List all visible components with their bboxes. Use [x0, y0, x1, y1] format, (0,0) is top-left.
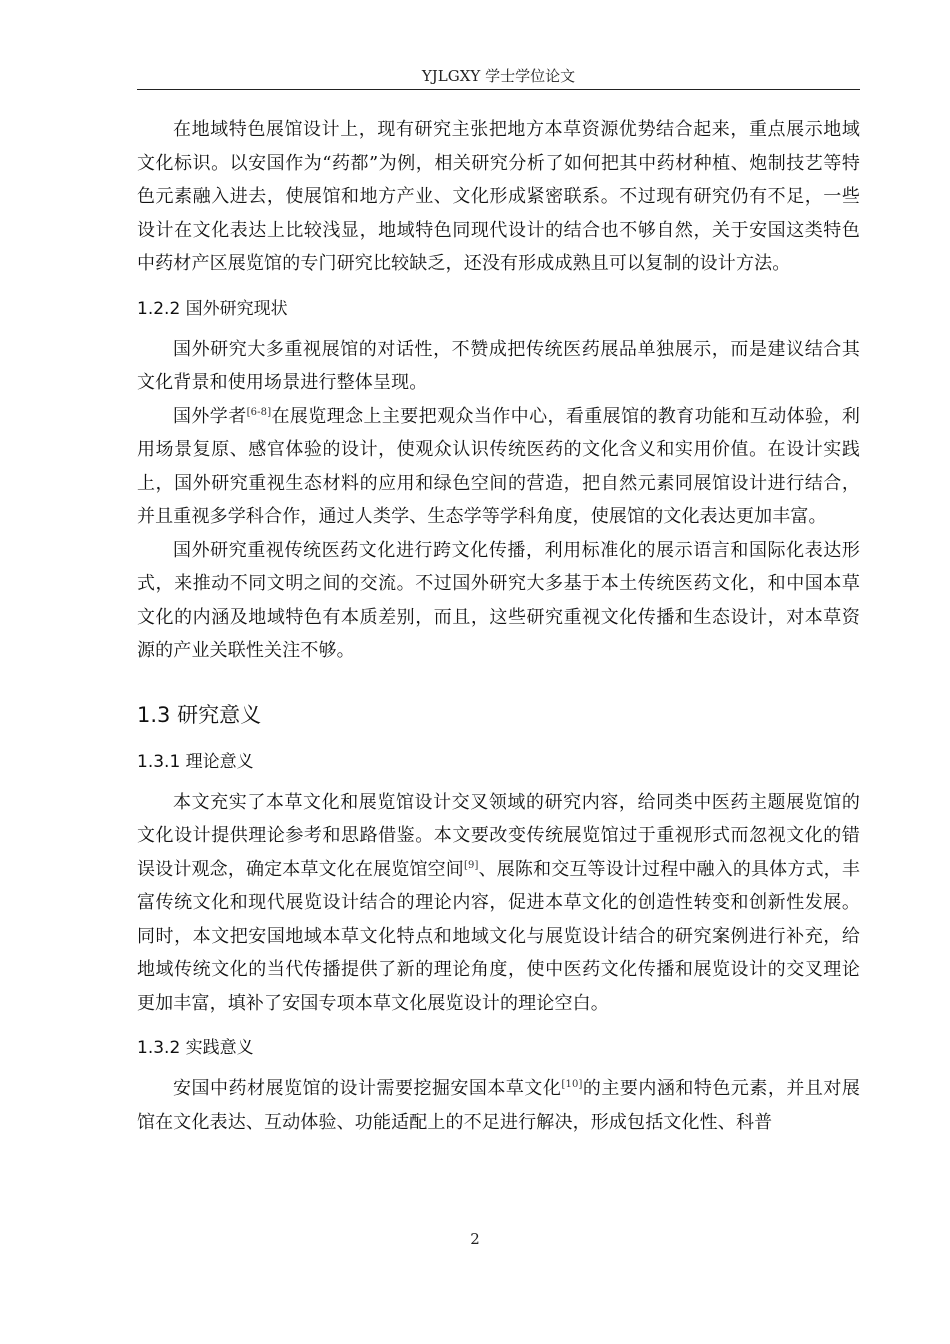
page-number: 2	[470, 1230, 480, 1248]
paragraph-text: 在展览理念上主要把观众当作中心，看重展馆的教育功能和互动体验，利用场景复原、感官体验的设计，使观众认识传统医药的文化含义和实用价值。在设计实践上，国外研究重视生态材料的应用和绿色空间的营造，把自然元素同展馆设计进行结合，并且重视多学科合作，通过人类学、生态学等学科角度，使展馆的文化表达更加丰富。	[137, 405, 860, 527]
citation-10: [10]	[561, 1079, 583, 1090]
paragraph-text: 的主要内涵和特色元素，并且对展馆在文化表达、互动体验、功能适配上的不足进行解决，形成包括文化性、科普	[137, 1078, 860, 1133]
heading-1-2-2: 1.2.2 国外研究现状	[137, 298, 288, 319]
paragraph-cross-cultural: 国外研究重视传统医药文化进行跨文化传播，利用标准化的展示语言和国际化表达形式，来推动不同文明之间的交流。不过国外研究大多基于本土传统医药文化，和中国本草文化的内涵及地域特色有本质差别，而且，这些研究重视文化传播和生态设计，对本草资源的产业关联性关注不够。	[137, 539, 860, 661]
paragraph-practical-significance	[137, 1072, 860, 1139]
paragraph-text: 本文充实了本草文化和展览馆设计交叉领域的研究内容，给同类中医药主题展览馆的文化设计提供理论参考和思路借鉴。本文要改变传统展览馆过于重视形式而忽视文化的错误设计观念，确定本草文化在展览馆空间	[137, 791, 860, 880]
heading-1-3-2: 1.3.2 实践意义	[137, 1038, 254, 1058]
header-rule	[137, 89, 860, 90]
paragraph-regional-design: 在地域特色展馆设计上，现有研究主张把地方本草资源优势结合起来，重点展示地域文化标识。以安国作为“药都”为例，相关研究分析了如何把其中药材种植、炮制技艺等特色元素融入进去，使展馆和地方产业、文化形成紧密联系。不过现有研究仍有不足，一些设计在文化表达上比较浅显，地域特色同现代设计的结合也不够自然，关于安国这类特色中药材产区展览馆的专门研究比较缺乏，还没有形成成熟且可以复制的设计方法。	[137, 119, 860, 274]
paragraph-text: 、展陈和交互等设计过程中融入的具体方式，丰富传统文化和现代展览设计结合的理论内容，促进本草文化的创造性转变和创新性发展。同时，本文把安国地域本草文化特点和地域文化与展览设计结合的研究案例进行补充，给地域传统文化的当代传播提供了新的理论角度，使中医药文化传播和展览设计的交叉理论更加丰富，填补了安国专项本草文化展览设计的理论空白。	[137, 858, 860, 1014]
paragraph-foreign-dialogue: 国外研究大多重视展馆的对话性，不赞成把传统医药展品单独展示，而是建议结合其文化背景和使用场景进行整体呈现。	[137, 338, 860, 393]
running-header: YJLGXY 学士学位论文	[421, 67, 576, 85]
citation-6-8: [6-8]	[246, 406, 272, 418]
paragraph-text: 国外学者	[173, 405, 247, 427]
citation-9: [9]	[463, 859, 479, 871]
paragraph-text: 安国中药材展览馆的设计需要挖掘安国本草文化	[173, 1078, 562, 1099]
paragraph-foreign-scholars	[137, 400, 860, 534]
heading-1-3-1: 1.3.1 理论意义	[137, 751, 254, 772]
heading-1-3: 1.3 研究意义	[137, 702, 262, 727]
paragraph-theoretical-significance	[137, 786, 860, 1021]
page-body	[137, 113, 860, 1139]
